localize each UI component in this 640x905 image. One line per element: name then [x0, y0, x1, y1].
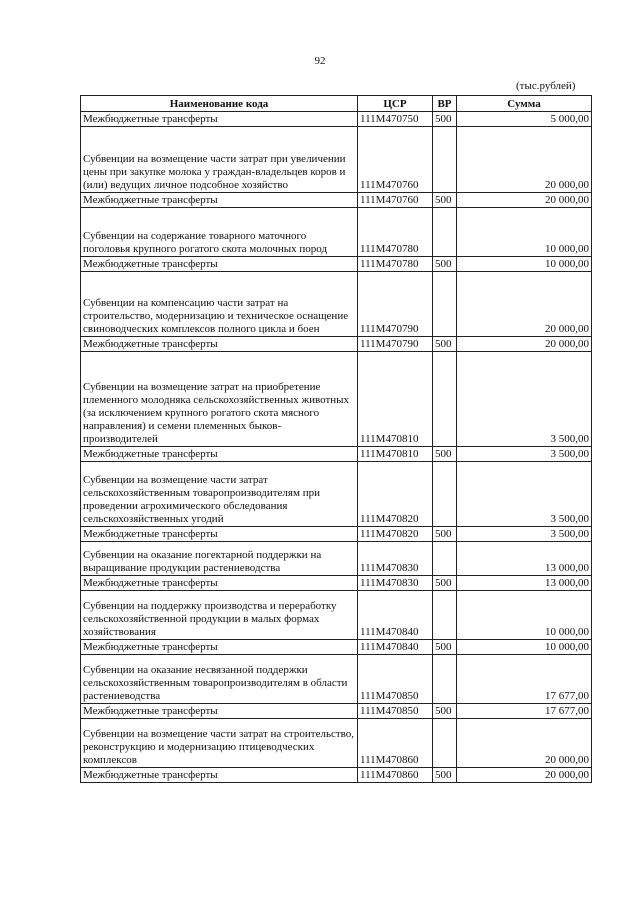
row-name: Субвенции на поддержку производства и переработку сельскохозяйственной продукции в малых формах хозяйствования: [81, 591, 358, 640]
row-name: Межбюджетные трансферты: [81, 576, 358, 591]
row-name: Субвенции на содержание товарного маточного поголовья крупного рогатого скота молочных пород: [81, 208, 358, 257]
header-name: Наименование кода: [81, 96, 358, 112]
row-sum: 10 000,00: [457, 591, 592, 640]
row-sum: 20 000,00: [457, 127, 592, 193]
row-csr: 111М470830: [358, 542, 433, 576]
row-name: Субвенции на оказание погектарной поддержки на выращивание продукции растениеводства: [81, 542, 358, 576]
row-name: Субвенции на возмещение части затрат на строительство, реконструкцию и модернизацию птицеводческих комплексов: [81, 719, 358, 768]
row-vr: [433, 208, 457, 257]
row-sum: 20 000,00: [457, 193, 592, 208]
table-row: [81, 127, 592, 193]
row-name: Межбюджетные трансферты: [81, 447, 358, 462]
row-vr: [433, 591, 457, 640]
row-sum: 20 000,00: [457, 337, 592, 352]
row-vr: 500: [433, 527, 457, 542]
row-csr: 111М470860: [358, 768, 433, 783]
row-sum: 10 000,00: [457, 640, 592, 655]
row-vr: 500: [433, 704, 457, 719]
row-sum: 10 000,00: [457, 257, 592, 272]
table-row: [81, 591, 592, 640]
page-number: 92: [314, 55, 326, 67]
table-row: [81, 112, 592, 127]
row-csr: 111М470760: [358, 193, 433, 208]
header-sum: Сумма: [457, 96, 592, 112]
row-name: Межбюджетные трансферты: [81, 193, 358, 208]
row-vr: 500: [433, 640, 457, 655]
row-csr: 111М470840: [358, 591, 433, 640]
row-name: Межбюджетные трансферты: [81, 337, 358, 352]
row-vr: [433, 272, 457, 337]
row-vr: 500: [433, 576, 457, 591]
row-sum: 17 677,00: [457, 704, 592, 719]
table-row: [81, 576, 592, 591]
row-sum: 3 500,00: [457, 527, 592, 542]
row-vr: 500: [433, 447, 457, 462]
row-name: Межбюджетные трансферты: [81, 112, 358, 127]
row-sum: 20 000,00: [457, 719, 592, 768]
row-sum: 5 000,00: [457, 112, 592, 127]
row-csr: 111М470780: [358, 208, 433, 257]
row-sum: 17 677,00: [457, 655, 592, 704]
row-csr: 111М470760: [358, 127, 433, 193]
row-name: Межбюджетные трансферты: [81, 527, 358, 542]
row-sum: 13 000,00: [457, 576, 592, 591]
row-csr: 111М470820: [358, 462, 433, 527]
row-csr: 111М470780: [358, 257, 433, 272]
table-row: [81, 272, 592, 337]
unit-note: (тыс.рублей): [516, 80, 576, 92]
row-name: Межбюджетные трансферты: [81, 257, 358, 272]
row-sum: 10 000,00: [457, 208, 592, 257]
table-header-row: [81, 96, 592, 112]
table-row: [81, 527, 592, 542]
row-csr: 111М470860: [358, 719, 433, 768]
row-name: Межбюджетные трансферты: [81, 704, 358, 719]
table-row: [81, 704, 592, 719]
row-sum: 3 500,00: [457, 352, 592, 447]
row-name: Субвенции на компенсацию части затрат на строительство, модернизацию и техническое оснащение свиноводческих комплексов полного цикла и боен: [81, 272, 358, 337]
row-csr: 111М470850: [358, 655, 433, 704]
row-vr: [433, 462, 457, 527]
table-row: [81, 542, 592, 576]
row-sum: 20 000,00: [457, 768, 592, 783]
row-vr: 500: [433, 257, 457, 272]
table-row: [81, 655, 592, 704]
row-sum: 20 000,00: [457, 272, 592, 337]
row-csr: 111М470850: [358, 704, 433, 719]
table-row: [81, 719, 592, 768]
row-name: Межбюджетные трансферты: [81, 640, 358, 655]
row-vr: [433, 127, 457, 193]
budget-table: [80, 95, 592, 783]
row-sum: 3 500,00: [457, 462, 592, 527]
row-name: Субвенции на оказание несвязанной поддержки сельскохозяйственным товаропроизводителям в области растениеводства: [81, 655, 358, 704]
table-row: [81, 462, 592, 527]
row-vr: 500: [433, 337, 457, 352]
row-vr: [433, 719, 457, 768]
row-csr: 111М470820: [358, 527, 433, 542]
row-csr: 111М470830: [358, 576, 433, 591]
row-vr: 500: [433, 112, 457, 127]
table-row: [81, 352, 592, 447]
row-csr: 111М470750: [358, 112, 433, 127]
row-csr: 111М470840: [358, 640, 433, 655]
header-csr: ЦСР: [358, 96, 433, 112]
row-sum: 3 500,00: [457, 447, 592, 462]
table-row: [81, 193, 592, 208]
row-name: Субвенции на возмещение части затрат сельскохозяйственным товаропроизводителям при проведении агрохимического обследования сельскохозяйственных угодий: [81, 462, 358, 527]
row-sum: 13 000,00: [457, 542, 592, 576]
row-name: Субвенции на возмещение затрат на приобретение племенного молодняка сельскохозяйственных животных (за исключением крупного рогатого скота мясного направления) и семени племенных быков-производителей: [81, 352, 358, 447]
row-csr: 111М470790: [358, 337, 433, 352]
row-vr: 500: [433, 768, 457, 783]
table-row: [81, 768, 592, 783]
table-row: [81, 447, 592, 462]
row-vr: [433, 352, 457, 447]
table-row: [81, 337, 592, 352]
row-csr: 111М470810: [358, 447, 433, 462]
table-row: [81, 208, 592, 257]
row-csr: 111М470790: [358, 272, 433, 337]
row-vr: [433, 655, 457, 704]
header-vr: ВР: [433, 96, 457, 112]
row-name: Субвенции на возмещение части затрат при увеличении цены при закупке молока у граждан-владельцев коров и (или) ведущих личное подсобное хозяйство: [81, 127, 358, 193]
table-row: [81, 640, 592, 655]
table-row: [81, 257, 592, 272]
row-vr: 500: [433, 193, 457, 208]
row-csr: 111М470810: [358, 352, 433, 447]
row-name: Межбюджетные трансферты: [81, 768, 358, 783]
row-vr: [433, 542, 457, 576]
